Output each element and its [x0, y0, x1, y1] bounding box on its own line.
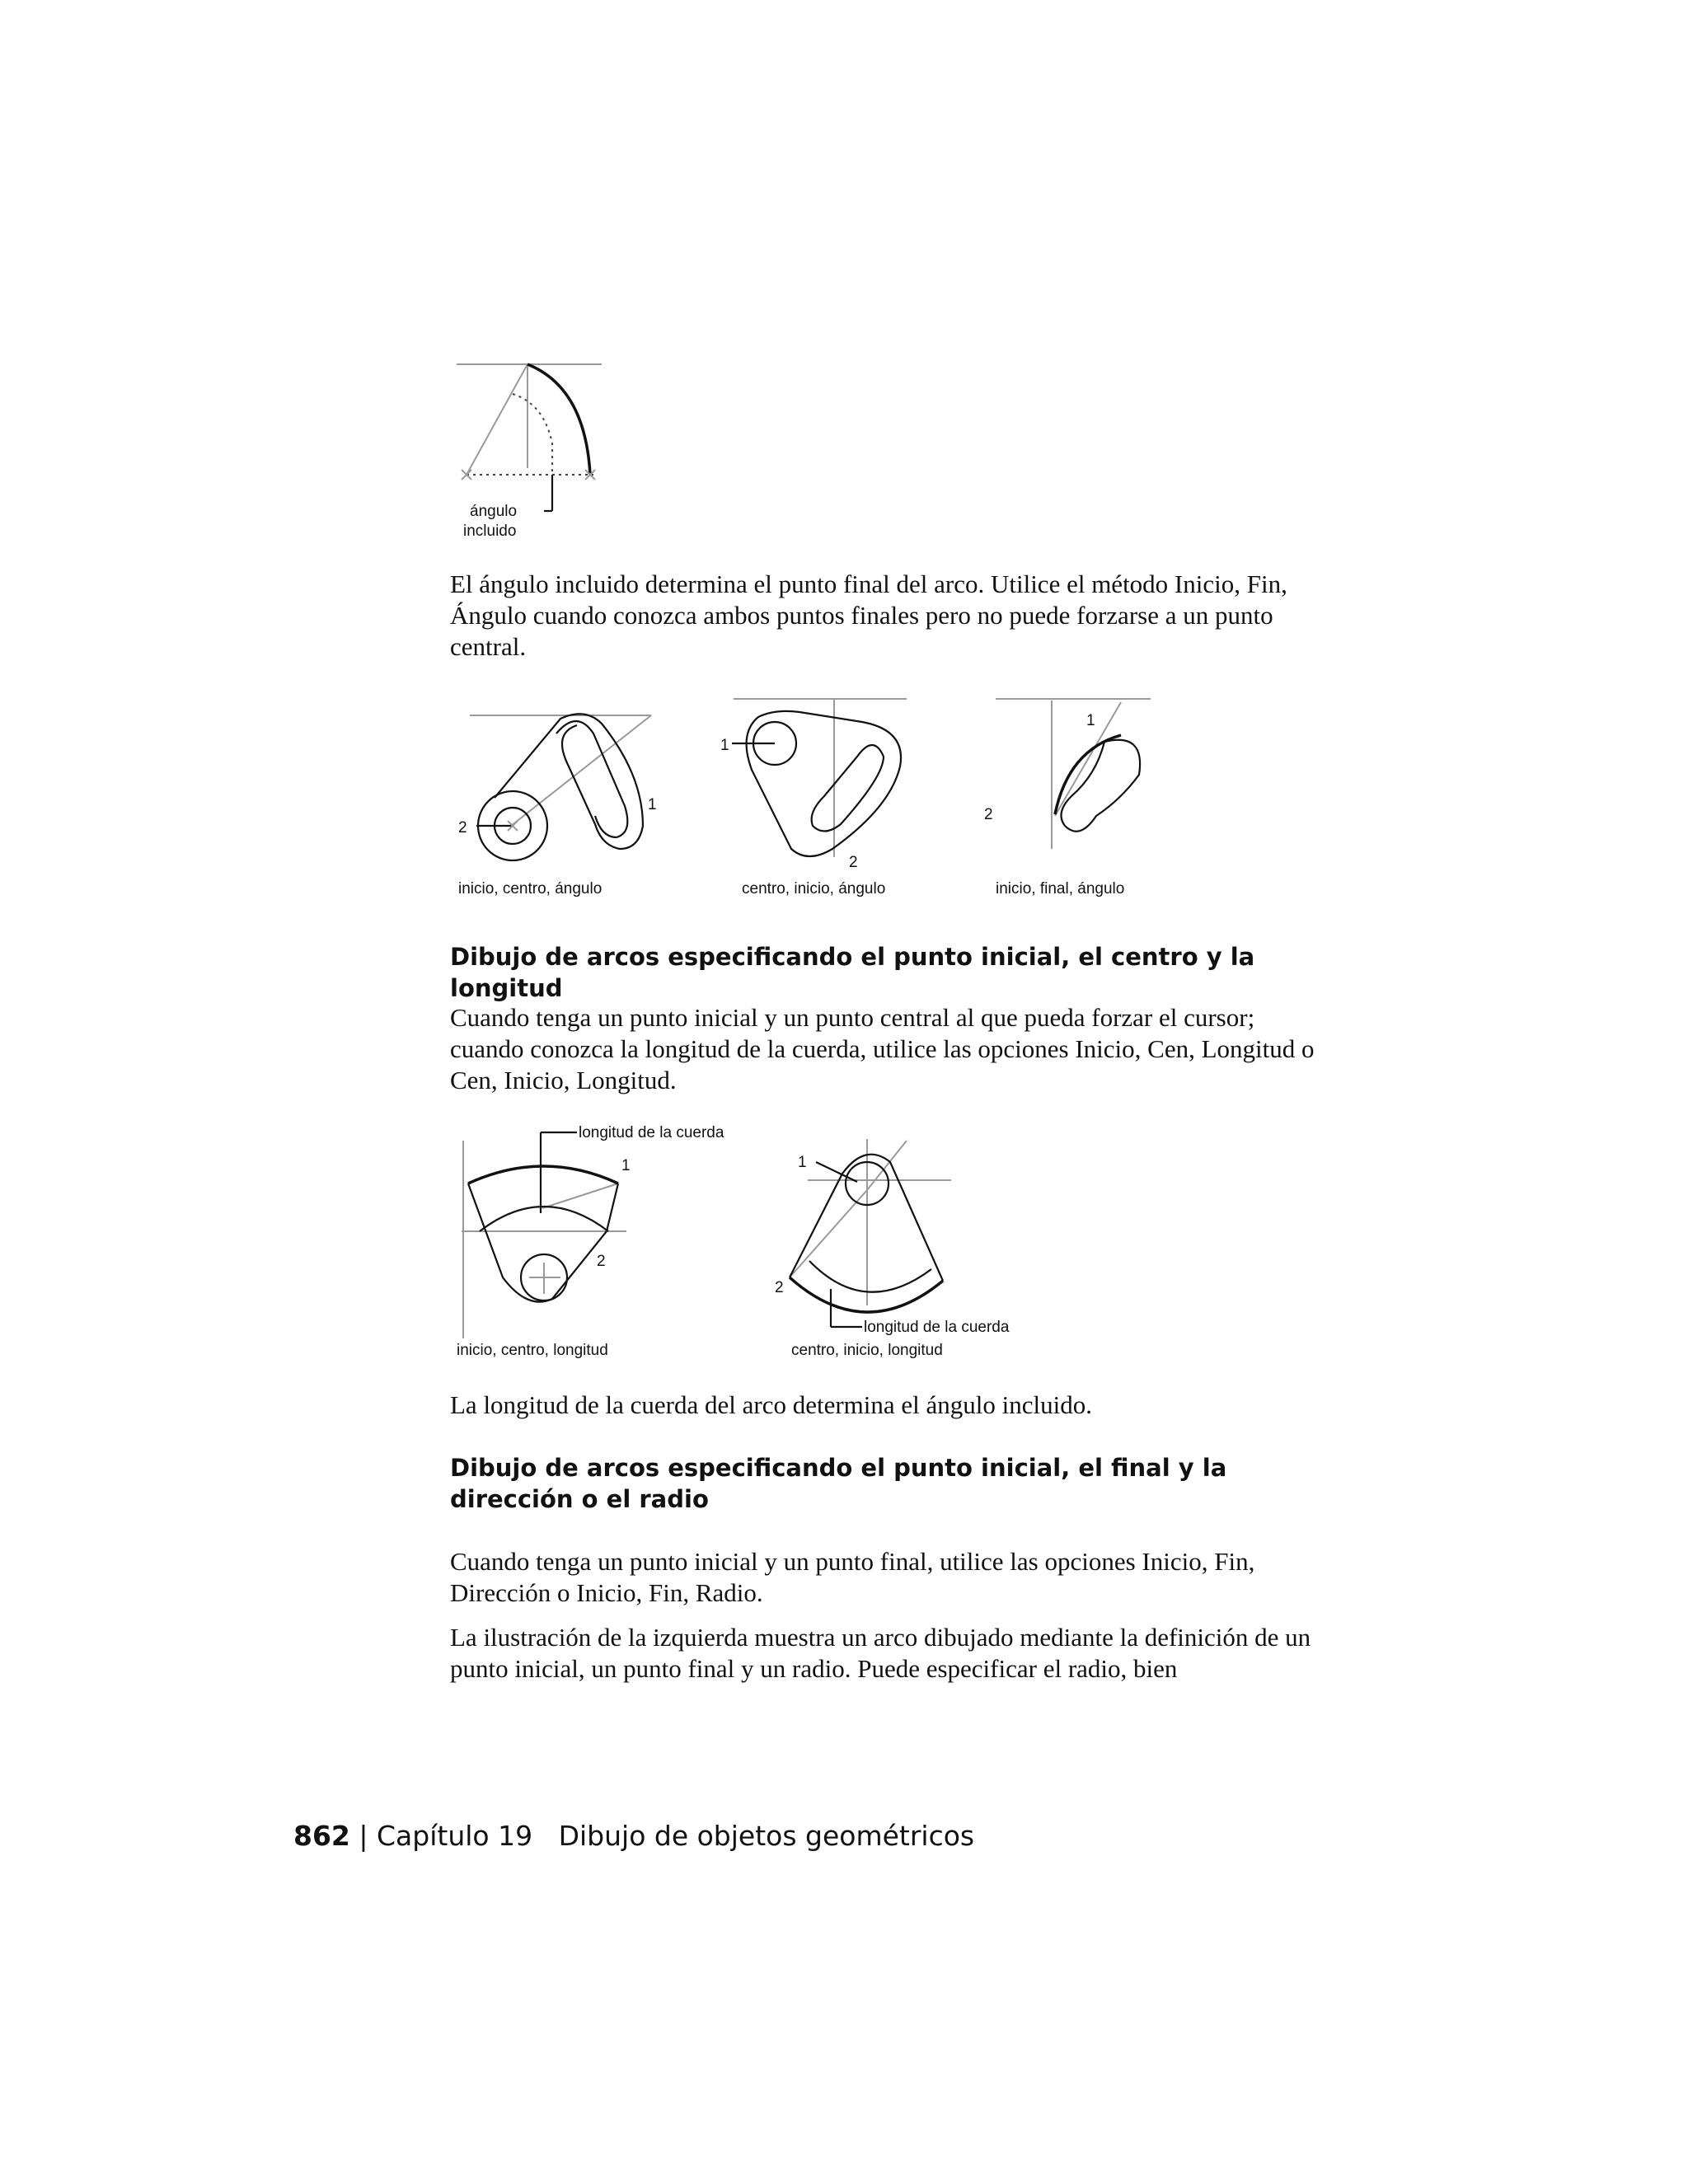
figure2-caption-1: inicio, centro, ángulo [458, 880, 603, 898]
figure-included-angle [445, 346, 626, 544]
paragraph-left-illustration: La ilustración de la izquierda muestra un arco dibujado mediante la definición de un punto inicial, un punto final y un radio. Puede especificar el radio, bien [450, 1623, 1311, 1683]
figure1-label-line1: ángulo [470, 503, 518, 520]
paragraph-start-end-options: Cuando tenga un punto inicial y un punto final, utilice las opciones Inicio, Fin, Dirección o Inicio, Fin, Radio. [450, 1547, 1255, 1607]
paragraph-chord-angle: La longitud de la cuerda del arco determina el ángulo incluido. [450, 1390, 1093, 1419]
footer-chapter-title: Dibujo de objetos geométricos [558, 1820, 975, 1852]
figure-chord-length [445, 1116, 1039, 1371]
figure2-right-point-1: 1 [1086, 712, 1095, 729]
figure2-right-point-2: 2 [984, 806, 993, 823]
figure-arc-methods [445, 684, 1335, 907]
figure3-right-point-2: 2 [775, 1279, 784, 1296]
figure2-middle-point-2: 2 [849, 854, 858, 871]
figure3-left-point-1: 1 [621, 1157, 631, 1174]
figure3-right-point-1: 1 [798, 1154, 807, 1171]
figure1-label-line2: incluido [463, 523, 517, 540]
heading-start-end-direction: Dibujo de arcos especificando el punto inicial, el final y la dirección o el radio [450, 1454, 1227, 1513]
figure3-right-chord-label: longitud de la cuerda [864, 1319, 1010, 1336]
paragraph-start-center-length: Cuando tenga un punto inicial y un punto central al que pueda forzar el cursor; cuando conozca la longitud de la cuerda, utilice las opciones Inicio, Cen, Longitud o Cen, Inicio, Longitud. [450, 1003, 1315, 1094]
page-footer [293, 1820, 974, 1852]
figure2-caption-3: inicio, final, ángulo [996, 880, 1125, 898]
figure3-left-point-2: 2 [597, 1253, 606, 1270]
figure2-left-point-2: 2 [458, 819, 467, 837]
footer-separator: | [359, 1820, 368, 1852]
figure3-caption-2: centro, inicio, longitud [791, 1342, 943, 1359]
figure3-caption-1: inicio, centro, longitud [457, 1342, 608, 1359]
page-number: 862 [293, 1820, 350, 1852]
heading-start-center-length: Dibujo de arcos especificando el punto inicial, el centro y la longitud [450, 943, 1255, 1002]
figure2-middle-point-1: 1 [720, 737, 729, 754]
figure2-caption-2: centro, inicio, ángulo [742, 880, 886, 898]
figure2-left-point-1: 1 [648, 796, 657, 813]
footer-chapter: Capítulo 19 [377, 1820, 533, 1852]
figure3-left-chord-label: longitud de la cuerda [579, 1124, 724, 1141]
paragraph-included-angle: El ángulo incluido determina el punto final del arco. Utilice el método Inicio, Fin, Ángulo cuando conozca ambos puntos finales pero no puede forzarse a un punto central. [450, 569, 1287, 661]
